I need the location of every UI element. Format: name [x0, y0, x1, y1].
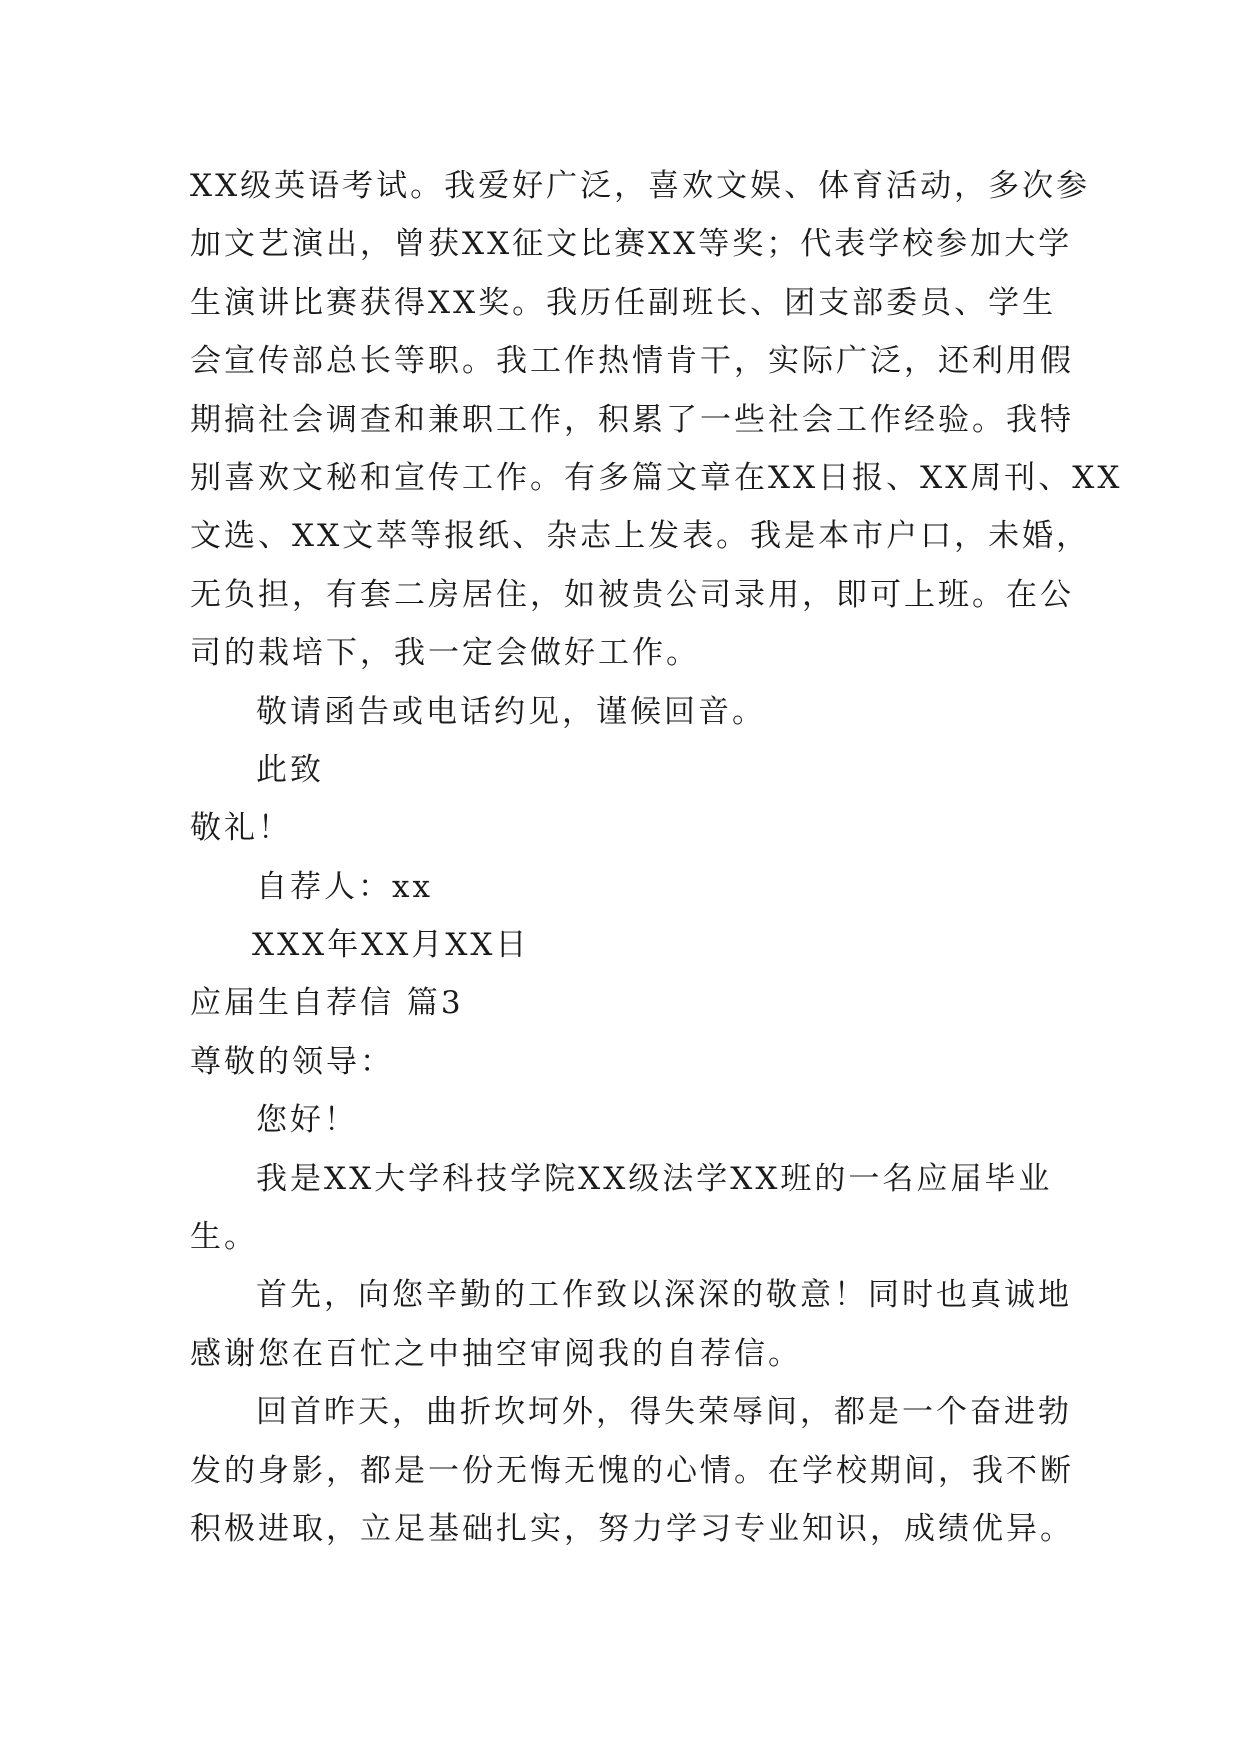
section-title: 应届生自荐信 篇3 — [190, 985, 464, 1022]
text-line: 回首昨天，曲折坎坷外，得失荣辱间，都是一个奋进勃 — [256, 1394, 1072, 1431]
regards: 敬礼！ — [190, 810, 292, 847]
text-line: 别喜欢文秘和宣传工作。有多篇文章在XX日报、XX周刊、XX — [190, 459, 1123, 496]
text-line: 感谢您在百忙之中抽空审阅我的自荐信。 — [190, 1335, 802, 1372]
text-line: 积极进取，立足基础扎实，努力学习专业知识，成绩优异。 — [190, 1510, 1074, 1547]
text-line: 生。 — [190, 1219, 258, 1256]
text-line: XX级英语考试。我爱好广泛，喜欢文娱、体育活动，多次参 — [190, 168, 1091, 204]
closing-request: 敬请函告或电话约见，谨候回音。 — [256, 693, 766, 730]
text-line: 我是XX大学科技学院XX级法学XX班的一名应届毕业 — [256, 1160, 1053, 1197]
greeting-hello: 您好！ — [256, 1102, 358, 1139]
text-line: 无负担，有套二房居住，如被贵公司录用，即可上班。在公 — [190, 576, 1074, 613]
text-line: 文选、XX文萃等报纸、杂志上发表。我是本市户口，未婚， — [190, 518, 1091, 555]
signature-name: 自荐人：xx — [256, 868, 433, 905]
letter-body — [190, 157, 1123, 1558]
greeting: 尊敬的领导： — [190, 1043, 394, 1080]
text-line: 加文艺演出，曾获XX征文比赛XX等奖；代表学校参加大学 — [190, 226, 1073, 263]
text-line: 首先，向您辛勤的工作致以深深的敬意！同时也真诚地 — [256, 1277, 1072, 1314]
salutation-close: 此致 — [256, 751, 324, 788]
text-line: 期搞社会调查和兼职工作，积累了一些社会工作经验。我特 — [190, 401, 1074, 438]
text-line: 发的身影，都是一份无悔无愧的心情。在学校期间，我不断 — [190, 1452, 1074, 1489]
text-line: 会宣传部总长等职。我工作热情肯干，实际广泛，还利用假 — [190, 343, 1074, 380]
text-line: 生演讲比赛获得XX奖。我历任副班长、团支部委员、学生 — [190, 284, 1057, 321]
signature-date: XXX年XX月XX日 — [252, 927, 530, 964]
text-line: 司的栽培下，我一定会做好工作。 — [190, 635, 700, 672]
